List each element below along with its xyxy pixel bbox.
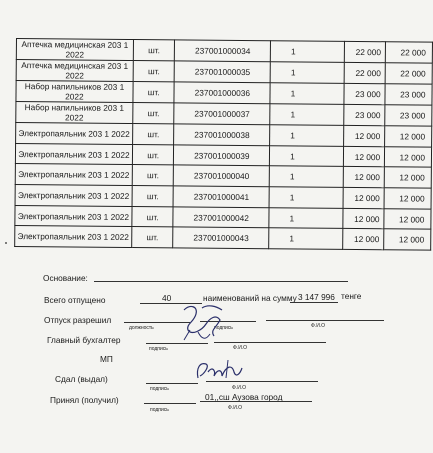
handed-signature xyxy=(192,356,248,384)
received-fio-line xyxy=(200,401,312,402)
inventory-number-cell: 237001000036 xyxy=(174,82,270,104)
total-count: 40 xyxy=(162,293,172,303)
amount-cell: 12 000 xyxy=(385,146,432,167)
quantity-cell: 1 xyxy=(270,145,344,166)
price-cell: 12 000 xyxy=(344,125,385,146)
handed-signature-line xyxy=(146,383,198,384)
item-name-cell: Электропаяльник 203 1 2022 xyxy=(15,164,132,186)
amount-cell: 23 000 xyxy=(385,105,432,126)
table-row xyxy=(16,60,432,85)
amount-cell: 12 000 xyxy=(384,208,431,229)
unit-cell: шт. xyxy=(133,82,175,103)
chief-fio-line xyxy=(214,342,326,343)
price-cell: 22 000 xyxy=(344,62,385,83)
price-cell: 12 000 xyxy=(343,208,384,229)
release-position-caption: должность xyxy=(129,325,154,331)
release-fio-caption: Ф.И.О xyxy=(311,323,326,329)
item-name-cell: Набор напильников 203 1 2022 xyxy=(16,81,133,103)
received-fio: 01,,сш Аузова город xyxy=(205,392,283,402)
unit-cell: шт. xyxy=(132,227,174,248)
release-signature xyxy=(176,300,236,345)
price-cell: 12 000 xyxy=(343,167,384,188)
item-name-cell: Электропаяльник 203 1 2022 xyxy=(16,123,133,145)
inventory-number-cell: 237001000040 xyxy=(174,165,270,187)
quantity-cell: 1 xyxy=(269,207,343,228)
unit-cell: шт. xyxy=(133,103,175,124)
price-cell: 23 000 xyxy=(344,104,385,125)
basis-label: Основание: xyxy=(43,273,88,283)
unit-cell: шт. xyxy=(132,165,174,186)
item-name-cell: Электропаяльник 203 1 2022 xyxy=(15,226,132,248)
item-name-cell: Электропаяльник 203 1 2022 xyxy=(15,205,132,227)
quantity-cell: 1 xyxy=(269,228,343,249)
amount-cell: 12 000 xyxy=(384,167,431,188)
item-name-cell: Аптечка медицинская 203 1 2022 xyxy=(16,39,133,61)
chief-accountant-label: Главный бухгалтер xyxy=(47,335,121,345)
received-label: Принял (получил) xyxy=(50,395,119,405)
stamp-label: МП xyxy=(100,354,113,364)
scan-speck xyxy=(5,242,7,244)
inventory-number-cell: 237001000043 xyxy=(173,227,269,249)
received-signature-line xyxy=(144,403,196,404)
unit-cell: шт. xyxy=(132,206,174,227)
unit-cell: шт. xyxy=(133,40,175,61)
inventory-number-cell: 237001000035 xyxy=(175,61,271,83)
quantity-cell: 1 xyxy=(270,125,344,146)
quantity-cell: 1 xyxy=(270,83,344,105)
price-cell: 12 000 xyxy=(343,229,384,250)
release-fio-line xyxy=(266,320,384,321)
items-sum-label: наименований на сумму xyxy=(203,293,297,303)
inventory-number-cell: 237001000037 xyxy=(174,103,270,125)
inventory-number-cell: 237001000042 xyxy=(173,207,269,229)
unit-cell: шт. xyxy=(132,124,174,145)
table-row xyxy=(16,39,432,64)
price-cell: 22 000 xyxy=(344,41,385,62)
amount-cell: 22 000 xyxy=(385,42,432,63)
inventory-number-cell: 237001000039 xyxy=(174,145,270,167)
chief-signature-line xyxy=(146,343,208,344)
inventory-number-cell: 237001000038 xyxy=(174,124,270,146)
table-row xyxy=(16,81,432,106)
unit-cell: шт. xyxy=(133,61,175,82)
amount-cell: 22 000 xyxy=(385,63,432,84)
handed-fio-caption: Ф.И.О xyxy=(232,385,247,391)
unit-cell: шт. xyxy=(132,144,174,165)
quantity-cell: 1 xyxy=(269,187,343,208)
amount-cell: 23 000 xyxy=(385,84,432,105)
quantity-cell: 1 xyxy=(270,62,344,84)
currency-label: тенге xyxy=(341,291,362,301)
received-signature-caption: подпись xyxy=(150,407,169,413)
price-cell: 12 000 xyxy=(343,146,384,167)
table-row xyxy=(16,102,432,127)
handed-label: Сдал (выдал) xyxy=(55,374,108,384)
table-row xyxy=(15,226,431,250)
items-table xyxy=(14,38,433,251)
chief-signature-caption: подпись xyxy=(149,346,168,352)
amount-cell: 12 000 xyxy=(385,126,432,147)
handed-signature-caption: подпись xyxy=(150,386,169,392)
quantity-cell: 1 xyxy=(270,104,344,126)
quantity-cell: 1 xyxy=(270,41,344,63)
amount-cell: 12 000 xyxy=(384,229,431,250)
unit-cell: шт. xyxy=(132,186,174,207)
item-name-cell: Электропаяльник 203 1 2022 xyxy=(15,143,132,165)
release-signature-caption: подпись xyxy=(214,325,233,331)
items-table-body xyxy=(15,39,433,251)
inventory-number-cell: 237001000041 xyxy=(174,186,270,208)
price-cell: 12 000 xyxy=(343,187,384,208)
release-label: Отпуск разрешил xyxy=(44,315,112,325)
inventory-number-cell: 237001000034 xyxy=(175,40,271,62)
price-cell: 23 000 xyxy=(344,83,385,104)
amount-cell: 12 000 xyxy=(384,188,431,209)
total-label: Всего отпущено xyxy=(44,295,106,305)
quantity-cell: 1 xyxy=(269,166,343,187)
item-name-cell: Набор напильников 203 1 2022 xyxy=(16,102,133,124)
basis-line xyxy=(94,281,348,282)
received-fio-caption: Ф.И.О xyxy=(228,405,243,411)
chief-fio-caption: Ф.И.О xyxy=(233,345,248,351)
total-sum-line xyxy=(290,302,338,303)
item-name-cell: Аптечка медицинская 203 1 2022 xyxy=(16,60,133,82)
total-sum: 3 147 996 xyxy=(298,292,335,302)
item-name-cell: Электропаяльник 203 1 2022 xyxy=(15,185,132,207)
